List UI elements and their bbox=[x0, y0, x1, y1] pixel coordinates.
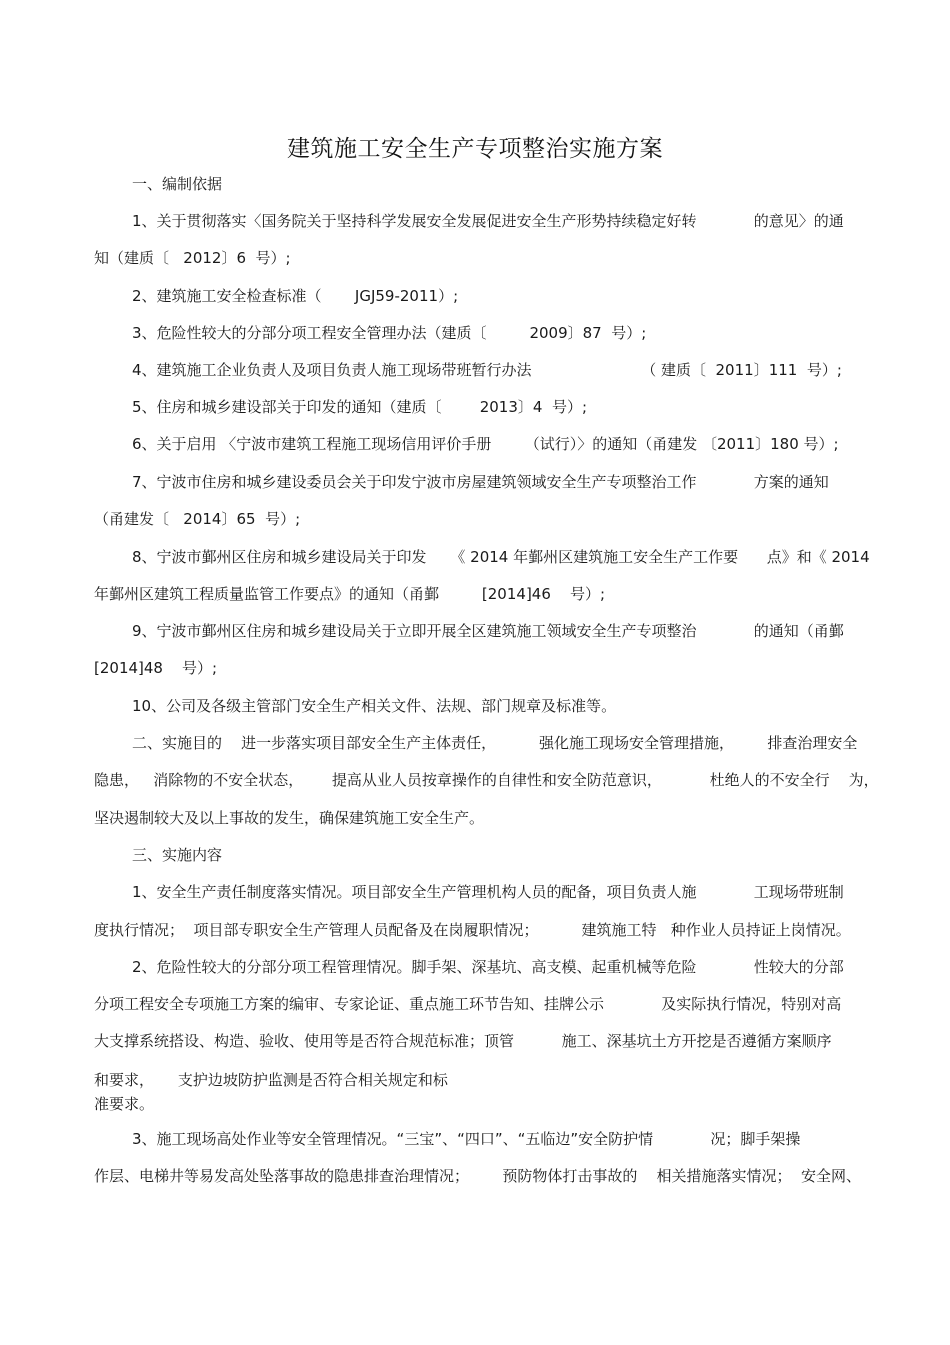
paragraph-line: 准要求。 bbox=[94, 1095, 155, 1113]
paragraph-line: 隐患， 消除物的不安全状态， 提高从业人员按章操作的自律性和安全防范意识， 杜绝人的不安全行 为， bbox=[94, 771, 879, 789]
paragraph-line: （甬建发〔 2014〕65 号）; bbox=[94, 510, 301, 528]
paragraph-line: 知（建质〔 2012〕6 号）; bbox=[94, 249, 291, 267]
section-heading-basis: 一、编制依据 bbox=[132, 175, 223, 193]
paragraph-line: 坚决遏制较大及以上事故的发生，确保建筑施工安全生产。 bbox=[94, 809, 485, 827]
paragraph-line: 6、关于启用 〈宁波市建筑工程施工现场信用评价手册 （试行）〉的通知（甬建发 〔2011〕180 号）; bbox=[132, 435, 839, 453]
paragraph-line: 分项工程安全专项施工方案的编审、专家论证、重点施工环节告知、挂牌公示 及实际执行情况，特别对高 bbox=[94, 995, 842, 1013]
document-title: 建筑施工安全生产专项整治实施方案 bbox=[287, 136, 663, 162]
paragraph-line: 1、安全生产责任制度落实情况。项目部安全生产管理机构人员的配备，项目负责人施 工现场带班制 bbox=[132, 883, 844, 901]
paragraph-line: 度执行情况； 项目部专职安全生产管理人员配备及在岗履职情况； 建筑施工特 种作业人员持证上岗情况。 bbox=[94, 921, 851, 939]
paragraph-line: 3、危险性较大的分部分项工程安全管理办法（建质〔 2009〕87 号）; bbox=[132, 324, 647, 342]
paragraph-line: 5、住房和城乡建设部关于印发的通知（建质〔 2013〕4 号）; bbox=[132, 398, 587, 416]
paragraph-line: 4、建筑施工企业负责人及项目负责人施工现场带班暂行办法 （ 建质〔 2011〕111 号）; bbox=[132, 361, 842, 379]
paragraph-line: 9、宁波市鄞州区住房和城乡建设局关于立即开展全区建筑施工领域安全生产专项整治 的通知（甬鄞 bbox=[132, 622, 844, 640]
paragraph-line: 10、公司及各级主管部门安全生产相关文件、法规、部门规章及标准等。 bbox=[132, 697, 617, 715]
paragraph-line: 2、建筑施工安全检查标准（ JGJ59-2011）; bbox=[132, 287, 459, 305]
section-heading-purpose: 二、实施目的 进一步落实项目部安全生产主体责任， 强化施工现场安全管理措施， 排查治理安全 bbox=[132, 734, 858, 752]
paragraph-line: 年鄞州区建筑工程质量监管工作要点》的通知（甬鄞 [2014]46 号）; bbox=[94, 585, 606, 603]
paragraph-line: 2、危险性较大的分部分项工程管理情况。脚手架、深基坑、高支模、起重机械等危险 性较大的分部 bbox=[132, 958, 844, 976]
paragraph-line: 大支撑系统搭设、构造、验收、使用等是否符合规范标准；顶管 施工、深基坑土方开挖是否遵循方案顺序 bbox=[94, 1032, 832, 1050]
paragraph-line: 和要求， 支护边坡防护监测是否符合相关规定和标 bbox=[94, 1071, 448, 1089]
paragraph-line: 作层、电梯井等易发高处坠落事故的隐患排查治理情况； 预防物体打击事故的 相关措施落实情况； 安全网、 bbox=[94, 1167, 861, 1185]
paragraph-line: 3、施工现场高处作业等安全管理情况。“三宝”、“四口”、“五临边”安全防护情 况；脚手架操 bbox=[132, 1130, 801, 1148]
paragraph-line: 8、宁波市鄞州区住房和城乡建设局关于印发 《 2014 年鄞州区建筑施工安全生产工作要 点》和《 2014 bbox=[132, 548, 870, 566]
paragraph-line: [2014]48 号）; bbox=[94, 659, 218, 677]
paragraph-line: 7、宁波市住房和城乡建设委员会关于印发宁波市房屋建筑领域安全生产专项整治工作 方案的通知 bbox=[132, 473, 829, 491]
paragraph-line: 1、关于贯彻落实〈国务院关于坚持科学发展安全发展促进安全生产形势持续稳定好转 的意见〉的通 bbox=[132, 212, 844, 230]
section-heading-content: 三、实施内容 bbox=[132, 846, 223, 864]
